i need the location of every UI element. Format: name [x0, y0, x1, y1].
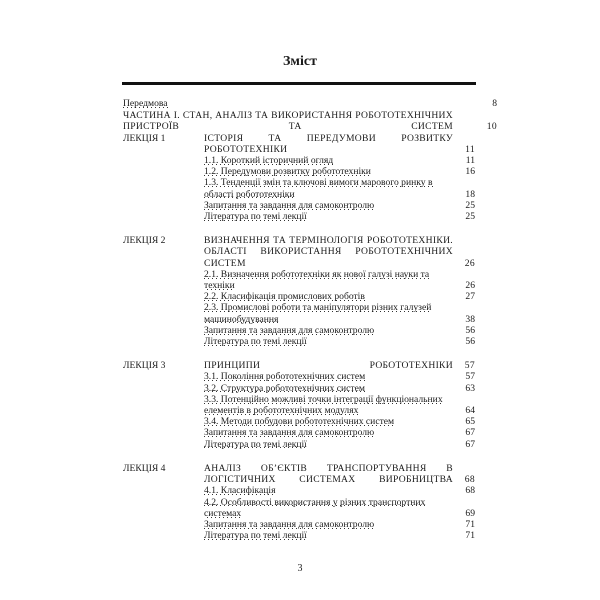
toc-entry-text: 2.3. Промислові роботи та маніпулятори різних галузей машинобудування — [204, 302, 432, 325]
toc-entry[interactable] — [204, 166, 475, 178]
toc-entry-part[interactable] — [123, 109, 497, 132]
toc-entry-page: 56 — [465, 324, 475, 336]
toc-entry[interactable] — [204, 302, 475, 325]
toc-entry-text: ВИЗНАЧЕННЯ ТА ТЕРМІНОЛОГІЯ РОБОТОТЕХНІКИ. ОБЛАСТІ ВИКОРИСТАННЯ РОБОТОТЕХНІЧНИХ СИСТЕМ — [204, 235, 453, 269]
toc-entry-page: 25 — [465, 211, 475, 223]
toc-entry[interactable] — [204, 336, 475, 348]
toc-entry-page: 71 — [465, 530, 475, 542]
toc-entry[interactable] — [204, 393, 475, 417]
toc-entry-page: 67 — [465, 438, 475, 450]
lecture-entries — [204, 133, 475, 223]
toc-entry-text: Література по темі лекції — [204, 336, 307, 348]
toc-entry-text: 1.1. Короткий історичний огляд — [204, 155, 334, 167]
toc-entry-page: 57 — [464, 360, 475, 372]
toc-entry-page: 69 — [465, 507, 475, 519]
toc-entry-text: 1.2. Передумови розвитку робототехніки — [204, 166, 371, 178]
toc-entry-text: Запитання та завдання для самоконтролю — [204, 518, 375, 530]
lecture-entries — [204, 463, 475, 541]
lecture-spacer — [123, 222, 475, 235]
lecture-heading[interactable] — [204, 462, 475, 486]
toc-entry-page: 27 — [465, 291, 475, 303]
toc-entry-text: 3.3. Потенційно можливі точки інтеграції функціональних елементів в робототехнічних модулях — [204, 393, 443, 417]
lecture-list — [123, 133, 475, 542]
toc-entry-text: 3.4. Методи побудови робототехнічних систем — [204, 416, 395, 428]
toc-entry-text: 3.2. Структура робототехнічних систем — [204, 382, 365, 394]
toc-entry-text: АНАЛІЗ ОБ’ЄКТІВ ТРАНСПОРТУВАННЯ В ЛОГІСТИЧНИХ СИСТЕМАХ ВИРОБНИЦТВА — [204, 462, 453, 486]
toc-entry-text: ПРИНЦИПИ РОБОТОТЕХНІКИ — [204, 360, 453, 372]
toc-entry-text: ЧАСТИНА I. СТАН, АНАЛІЗ ТА ВИКОРИСТАННЯ РОБОТОТЕХНІЧНИХ ПРИСТРОЇВ ТА СИСТЕМ — [123, 109, 453, 132]
title-divider — [122, 82, 476, 85]
toc-entry-text: 3.1. Покоління робототехнічних систем — [204, 371, 366, 383]
toc-entry[interactable] — [204, 427, 475, 439]
toc-entry-page: 11 — [465, 155, 475, 167]
toc-entry-page: 56 — [465, 336, 475, 348]
toc-entry-page: 64 — [465, 405, 475, 417]
lecture-number: ЛЕКЦІЯ 3 — [123, 360, 166, 372]
toc-entry-page: 71 — [465, 518, 475, 530]
toc-entry-page: 67 — [465, 427, 475, 439]
toc-entry-text: Література по темі лекції — [204, 530, 307, 542]
toc-entry[interactable] — [204, 530, 475, 542]
toc-entry[interactable] — [204, 496, 475, 519]
lecture-heading[interactable] — [204, 235, 475, 269]
toc-entry-page: 16 — [465, 166, 475, 178]
toc-entry[interactable] — [204, 268, 475, 292]
lecture-number: ЛЕКЦІЯ 4 — [123, 462, 166, 474]
toc-entry[interactable] — [204, 199, 475, 211]
toc-entry-page: 18 — [465, 188, 475, 200]
lecture-block — [123, 463, 475, 541]
lecture-block — [123, 360, 475, 450]
toc-entry-page: 57 — [465, 371, 475, 383]
lecture-heading[interactable] — [204, 360, 475, 372]
toc-entry-text: 4.1. Класифікація — [204, 485, 276, 497]
lecture-number: ЛЕКЦІЯ 2 — [123, 235, 166, 247]
toc-entry-text: Запитання та завдання для самоконтролю — [204, 427, 375, 439]
toc-entry-page: 8 — [492, 98, 497, 109]
toc-entry[interactable] — [204, 324, 475, 336]
lecture-heading[interactable] — [204, 132, 475, 155]
toc-entry-page: 65 — [465, 416, 475, 428]
toc-entry-page: 68 — [465, 485, 475, 497]
lecture-number: ЛЕКЦІЯ 1 — [123, 132, 166, 144]
toc-entry[interactable] — [204, 518, 475, 530]
toc-entry-page: 38 — [465, 313, 475, 325]
toc-entry[interactable] — [204, 291, 475, 303]
page-number: 3 — [297, 563, 303, 574]
toc-entry-page: 10 — [486, 120, 497, 132]
lecture-spacer — [123, 450, 475, 463]
toc-entry-text: 2.2. Класифікація промислових роботів — [204, 291, 365, 303]
toc-entry-text: Запитання та завдання для самоконтролю — [204, 199, 375, 211]
toc-entry-text: 4.2. Особливості використання у різних транспортних системах — [204, 496, 426, 519]
toc-entry[interactable] — [204, 416, 475, 428]
toc-entry[interactable] — [204, 177, 475, 200]
lecture-spacer — [123, 347, 475, 360]
lecture-entries — [204, 360, 475, 450]
toc-entry[interactable] — [204, 485, 475, 497]
toc-entry-page: 68 — [464, 474, 475, 486]
page-title: Зміст — [283, 54, 317, 69]
lecture-entries — [204, 235, 475, 347]
toc-entry-page: 26 — [465, 280, 475, 292]
toc-entry[interactable] — [204, 438, 475, 450]
lecture-block — [123, 133, 475, 223]
lecture-block — [123, 235, 475, 347]
toc-entry-text: Запитання та завдання для самоконтролю — [204, 324, 375, 336]
toc-entry-text: 2.1. Визначення робототехніки як нової галузі науки та техніки — [204, 268, 430, 292]
toc-entry-text: 1.3. Тенденції змін та ключові вимоги марового ринку в області робототехніки — [204, 177, 433, 200]
toc-entry-text: Передмова — [123, 98, 168, 109]
toc-entry-page: 26 — [464, 257, 475, 269]
toc-entry-text: ІСТОРІЯ ТА ПЕРЕДУМОВИ РОЗВИТКУ РОБОТОТЕХНІКИ — [204, 132, 453, 155]
toc-entry-preface[interactable] — [123, 98, 497, 109]
toc-entry[interactable] — [204, 382, 475, 394]
toc-entry-page: 25 — [465, 199, 475, 211]
toc-entry[interactable] — [204, 211, 475, 223]
toc-entry-text: Література по темі лекції — [204, 438, 307, 450]
toc-entry-page: 11 — [465, 143, 475, 155]
toc-entry-text: Література по темі лекції — [204, 211, 307, 223]
toc-entry[interactable] — [204, 155, 475, 167]
table-of-contents — [123, 98, 497, 542]
toc-entry[interactable] — [204, 371, 475, 383]
toc-entry-page: 63 — [465, 382, 475, 394]
